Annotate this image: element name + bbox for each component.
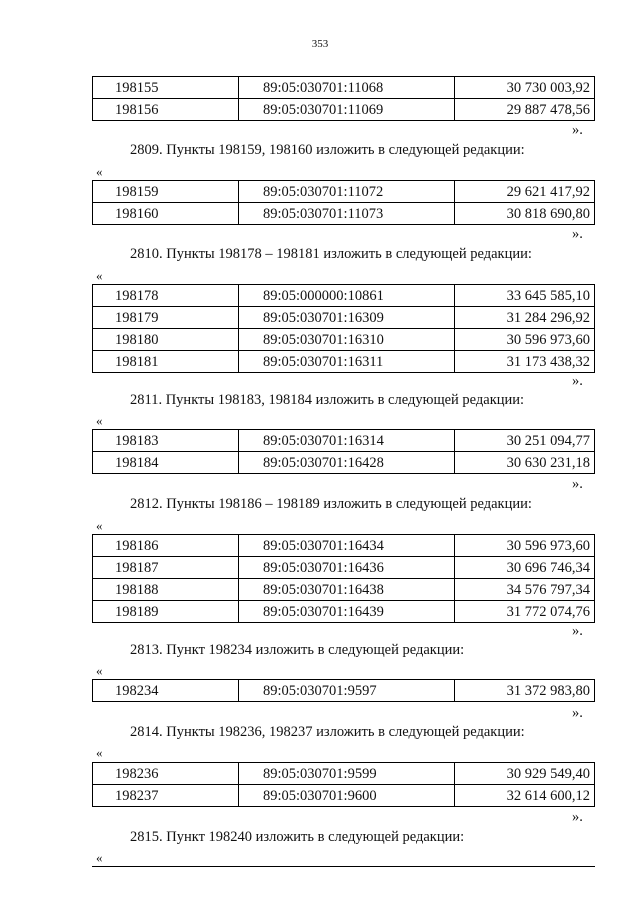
cadastral-value: 30 630 231,18 — [455, 452, 595, 474]
table-row — [93, 430, 595, 452]
cadastral-value: 33 645 585,10 — [455, 285, 595, 307]
row-number: 198234 — [93, 680, 239, 702]
cadastral-value: 30 596 973,60 — [455, 329, 595, 351]
row-number: 198189 — [93, 601, 239, 623]
cadastral-number: 89:05:030701:9599 — [239, 763, 455, 785]
cadastral-value: 31 284 296,92 — [455, 307, 595, 329]
row-number: 198187 — [93, 557, 239, 579]
cadastral-number: 89:05:030701:16309 — [239, 307, 455, 329]
row-number: 198181 — [93, 351, 239, 373]
section-table — [92, 284, 595, 373]
section-heading: 2809. Пункты 198159, 198160 изложить в следующей редакции: — [130, 142, 525, 158]
table-row — [93, 203, 595, 225]
cadastral-number: 89:05:030701:9600 — [239, 785, 455, 807]
section-table — [92, 180, 595, 225]
closing-quote: ». — [572, 623, 583, 639]
page-number: 353 — [311, 38, 329, 50]
row-number: 198236 — [93, 763, 239, 785]
section-heading: 2811. Пункты 198183, 198184 изложить в следующей редакции: — [130, 392, 525, 408]
cadastral-number: 89:05:030701:11072 — [239, 181, 455, 203]
row-number: 198178 — [93, 285, 239, 307]
continuation-table — [92, 76, 595, 121]
section-table — [92, 534, 595, 623]
table-row — [93, 285, 595, 307]
opening-quote: « — [96, 413, 103, 428]
section-heading: 2812. Пункты 198186 – 198189 изложить в следующей редакции: — [130, 496, 532, 512]
cadastral-number: 89:05:030701:11069 — [239, 99, 455, 121]
cadastral-value: 30 696 746,34 — [455, 557, 595, 579]
table-row — [93, 181, 595, 203]
cadastral-number: 89:05:030701:16439 — [239, 601, 455, 623]
table-row — [93, 763, 595, 785]
table-row — [93, 579, 595, 601]
cadastral-value: 30 251 094,77 — [455, 430, 595, 452]
cadastral-number: 89:05:030701:9597 — [239, 680, 455, 702]
closing-quote: ». — [572, 122, 583, 138]
table-row — [93, 77, 595, 99]
cadastral-number: 89:05:030701:11068 — [239, 77, 455, 99]
row-number: 198159 — [93, 181, 239, 203]
row-number: 198183 — [93, 430, 239, 452]
row-number: 198160 — [93, 203, 239, 225]
table-row — [93, 680, 595, 702]
cadastral-value: 30 818 690,80 — [455, 203, 595, 225]
table-row — [93, 99, 595, 121]
cadastral-number: 89:05:030701:16436 — [239, 557, 455, 579]
table-row — [93, 351, 595, 373]
opening-quote: « — [96, 850, 103, 865]
opening-quote: « — [96, 518, 103, 533]
cadastral-number: 89:05:030701:16438 — [239, 579, 455, 601]
row-number: 198179 — [93, 307, 239, 329]
cadastral-value: 31 772 074,76 — [455, 601, 595, 623]
row-number: 198188 — [93, 579, 239, 601]
section-heading: 2814. Пункты 198236, 198237 изложить в следующей редакции: — [130, 724, 525, 740]
section-heading: 2813. Пункт 198234 изложить в следующей редакции: — [130, 642, 465, 658]
closing-quote: ». — [572, 809, 583, 825]
table-row — [93, 557, 595, 579]
cadastral-value: 30 730 003,92 — [455, 77, 595, 99]
section-table — [92, 679, 595, 702]
row-number: 198237 — [93, 785, 239, 807]
closing-quote: ». — [572, 373, 583, 389]
closing-quote: ». — [572, 476, 583, 492]
cadastral-value: 30 596 973,60 — [455, 535, 595, 557]
closing-quote: ». — [572, 705, 583, 721]
row-number: 198156 — [93, 99, 239, 121]
table-row — [93, 329, 595, 351]
table-row — [93, 535, 595, 557]
cadastral-value: 32 614 600,12 — [455, 785, 595, 807]
table-top-border — [92, 866, 595, 867]
row-number: 198184 — [93, 452, 239, 474]
table-row — [93, 785, 595, 807]
row-number: 198180 — [93, 329, 239, 351]
table-row — [93, 307, 595, 329]
cadastral-value: 29 621 417,92 — [455, 181, 595, 203]
opening-quote: « — [96, 663, 103, 678]
opening-quote: « — [96, 268, 103, 283]
section-heading: 2810. Пункты 198178 – 198181 изложить в следующей редакции: — [130, 246, 532, 262]
cadastral-value: 34 576 797,34 — [455, 579, 595, 601]
cadastral-number: 89:05:030701:16311 — [239, 351, 455, 373]
opening-quote: « — [96, 164, 103, 179]
cadastral-value: 30 929 549,40 — [455, 763, 595, 785]
section-table — [92, 429, 595, 474]
cadastral-number: 89:05:030701:11073 — [239, 203, 455, 225]
cadastral-number: 89:05:000000:10861 — [239, 285, 455, 307]
cadastral-number: 89:05:030701:16434 — [239, 535, 455, 557]
row-number: 198186 — [93, 535, 239, 557]
cadastral-number: 89:05:030701:16310 — [239, 329, 455, 351]
opening-quote: « — [96, 745, 103, 760]
section-table — [92, 762, 595, 807]
cadastral-value: 31 173 438,32 — [455, 351, 595, 373]
cadastral-value: 29 887 478,56 — [455, 99, 595, 121]
section-heading: 2815. Пункт 198240 изложить в следующей редакции: — [130, 829, 465, 845]
row-number: 198155 — [93, 77, 239, 99]
cadastral-number: 89:05:030701:16314 — [239, 430, 455, 452]
cadastral-number: 89:05:030701:16428 — [239, 452, 455, 474]
cadastral-value: 31 372 983,80 — [455, 680, 595, 702]
closing-quote: ». — [572, 226, 583, 242]
table-row — [93, 601, 595, 623]
table-row — [93, 452, 595, 474]
